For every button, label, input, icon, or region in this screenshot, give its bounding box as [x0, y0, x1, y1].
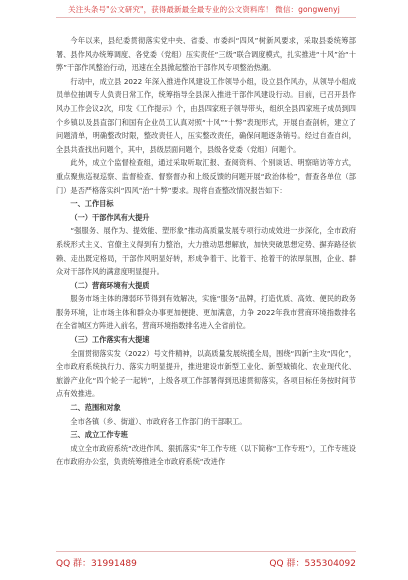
body-paragraph: “强服务、展作为、提效能、塑形象”推动高质量发展专项行动成效进一步深化，全市政府系统形式主义、官僚主义得到有力整治，大力推动思想解放，加快突破思想定势、摒弃路径依赖、走出既定格局，干部作风明显好转，形成争着干、比着干、抢着干的浓厚氛围，企业、群众对干部作风的满意度明显提升。: [56, 226, 356, 277]
header-divider: [56, 17, 356, 18]
header-banner: 关注头条号"公文研究"，获得最新最全最专业的公文资料库！ 微信：gongwenyj: [68, 5, 340, 14]
footer-divider: [56, 551, 356, 552]
footer-qq-right: QQ 群：535304092: [269, 559, 356, 569]
section-heading: 二、范围和对象: [70, 403, 121, 413]
body-paragraph: 全市各镇（乡、街道）、市政府各工作部门的干部职工。: [70, 416, 247, 426]
body-paragraph: 服务市场主体的薄弱环节得到有效解决，实施“服务”品牌，打造优质、高效、便民的政务服务环境，让市场主体和群众办事更加便捷、更加满意，力争 2022年我市营商环境指数排名在全省城区方阵进入前名，营商环境指数排名进入全省前位。: [56, 294, 356, 331]
body-paragraph: 行动中，成立县 2022 年深入推进作风建设工作领导小组，设立县作风办，从领导小组成员单位抽调专人负责日常工作，统筹指导全县深入推进干部作风建设行动。目前，已召开县作风办工作会议2次，印发《工作提示》个，由县四家班子领导带头，组织全县四家班子成员到四个乡镇以及县直部门和国有企业员工认真对照“十风”“十弊”表现形式，开展自查剖析，建立了问题清单，明确整改时限，整改责任人，压实整改责任，确保问题逐条销号。经过自查自纠，全县共查找出问题个，其中，县级层面问题个，县级各党委（党组）问题个。: [56, 76, 356, 154]
section-heading: 一、工作目标: [70, 199, 114, 209]
subsection-heading: （三）工作落实有大提速: [70, 335, 150, 345]
body-paragraph: 此外，成立个监督检查组，通过采取听取汇报、查阅资料、个别谈话、明察暗访等方式，重点聚焦巡视巡察、监督检查、督察督办和上级反馈的问题开展“政治体检”，督查各单位（部门）是否严格落实纠“四风”治“十弊”要求。现将自查整改情况报告如下：: [56, 158, 356, 195]
subsection-heading: （一）干部作风有大提升: [70, 212, 150, 222]
body-paragraph: 今年以来，县纪委贯彻落实党中央、省委、市委纠“四风”树新风要求，采取县委统筹部署、县作风办统筹调度、各党委（党组）压实责任“三级”联合调度模式，扎实推进“十风”治“十弊”干部作风整治行动，迅速在全县掀起整治干部作风专项整治热潮。: [56, 36, 356, 73]
body-paragraph: 成立全市政府系统“改进作风、狠抓落实”年工作专班（以下简称“工作专班”），工作专班设在市政府办公室，负责统筹推进全市政府系统“改进作: [56, 443, 356, 467]
section-heading: 三、成立工作专班: [70, 430, 128, 440]
body-paragraph: 全面贯彻落实发（2022）号文件精神，以高质量发展统揽全局，围绕“四新”主攻“四化”，全市政府系统执行力、落实力明显提升，推进建设市新型工业化、新型城镇化、农业现代化、旅游产业化“四个轮子一起转”，上级各项工作部署得到迅速贯彻落实，各项目标任务按时间节点有效推进。: [56, 348, 356, 399]
document-body: [56, 34, 356, 469]
footer-qq-left: QQ 群：31991489: [56, 559, 137, 569]
subsection-heading: （二）营商环境有大提质: [70, 280, 150, 290]
footer: [56, 556, 356, 569]
